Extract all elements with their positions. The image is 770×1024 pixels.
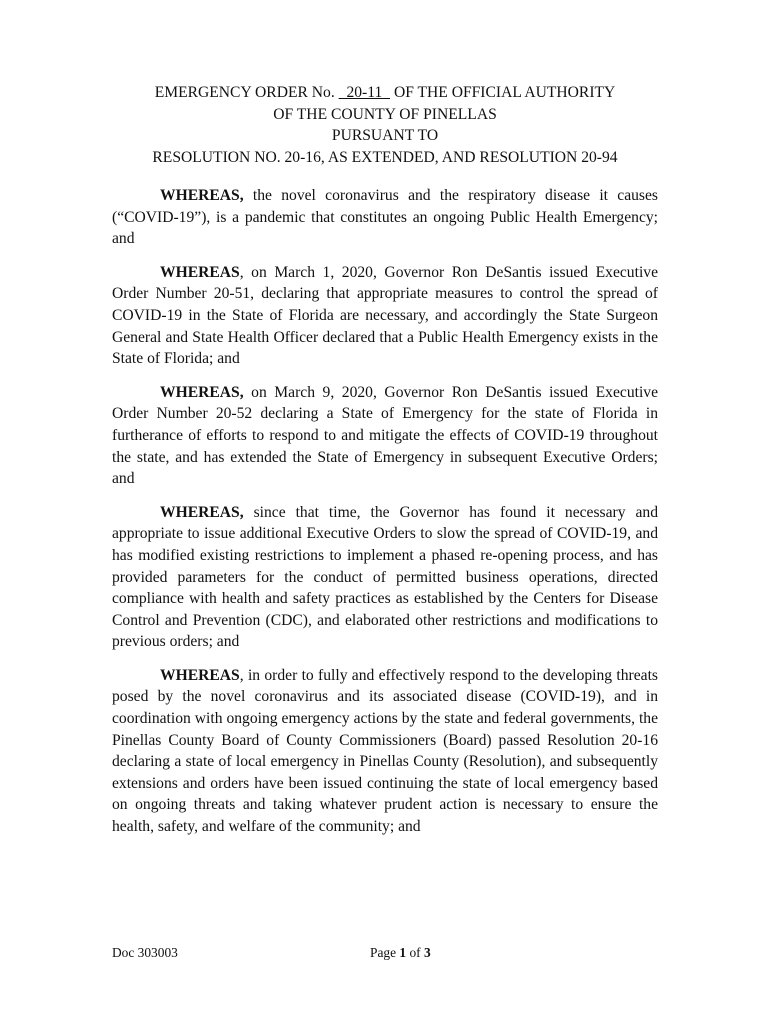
- page-number: [370, 943, 431, 963]
- whereas-paragraph-1: [112, 185, 658, 250]
- title-line-1-suffix: OF THE OFFICIAL AUTHORITY: [390, 84, 616, 101]
- page-total: 3: [423, 945, 431, 960]
- whereas-lead: WHEREAS,: [160, 503, 244, 521]
- title-line-1-prefix: EMERGENCY ORDER No.: [154, 84, 339, 101]
- whereas-paragraph-4: [112, 502, 658, 653]
- whereas-lead: WHEREAS,: [160, 383, 244, 401]
- whereas-paragraph-5: [112, 665, 658, 838]
- order-number: 20-11: [338, 84, 391, 101]
- whereas-lead: WHEREAS: [160, 666, 240, 684]
- order-title: [112, 82, 658, 168]
- paragraph-text: , on March 1, 2020, Governor Ron DeSantis issued Executive Order Number 20-51, declaring that appropriate measures to control the spread of COVID-19 in the State of Florida are necessary, and accordingly the State Surgeon General and State Health Officer declared that a Public Health Emergency exists in the State of Florida; and: [112, 263, 658, 368]
- whereas-paragraph-2: [112, 262, 658, 370]
- paragraph-text: since that time, the Governor has found it necessary and appropriate to issue additional Executive Orders to slow the spread of COVID-19, and has modified existing restrictions to implement a phased re-opening process, and has provided parameters for the conduct of permitted business operations, directed compliance with health and safety practices as established by the Centers for Disease Control and Prevention (CDC), and elaborated other restrictions and modifications to previous orders; and: [112, 503, 658, 651]
- body-text: [112, 185, 658, 850]
- title-line-3: PURSUANT TO: [331, 127, 439, 145]
- page-prefix: Page: [370, 945, 400, 960]
- page-of: of: [406, 945, 424, 960]
- title-line-1: [112, 82, 658, 104]
- paragraph-text: , in order to fully and effectively respond to the developing threats posed by the novel coronavirus and its associated disease (COVID-19), and in coordination with ongoing emergency actions by the state and federal governments, the Pinellas County Board of County Commissioners (Board) passed Resolution 20-16 declaring a state of local emergency in Pinellas County (Resolution), and subsequently extensions and orders have been issued continuing the state of local emergency based on ongoing threats and taking whatever prudent action is necessary to ensure the health, safety, and welfare of the community; and: [112, 666, 658, 836]
- page-current: 1: [399, 945, 407, 960]
- title-line-4: RESOLUTION NO. 20-16, AS EXTENDED, AND RESOLUTION 20-94: [152, 148, 618, 166]
- page-footer: [112, 943, 658, 963]
- paragraph-text: on March 9, 2020, Governor Ron DeSantis issued Executive Order Number 20-52 declaring a State of Emergency for the state of Florida in furtherance of efforts to respond to and mitigate the effects of COVID-19 throughout the state, and has extended the State of Emergency in subsequent Executive Orders; and: [112, 383, 658, 488]
- document-id: Doc 303003: [112, 945, 178, 960]
- whereas-lead: WHEREAS: [160, 263, 240, 281]
- title-line-2: OF THE COUNTY OF PINELLAS: [273, 105, 497, 123]
- whereas-paragraph-3: [112, 382, 658, 490]
- whereas-lead: WHEREAS,: [160, 187, 244, 204]
- paragraph-text: the novel coronavirus and the respiratory disease it causes (“COVID-19”), is a pandemic that constitutes an ongoing Public Health Emergency; and: [112, 187, 658, 248]
